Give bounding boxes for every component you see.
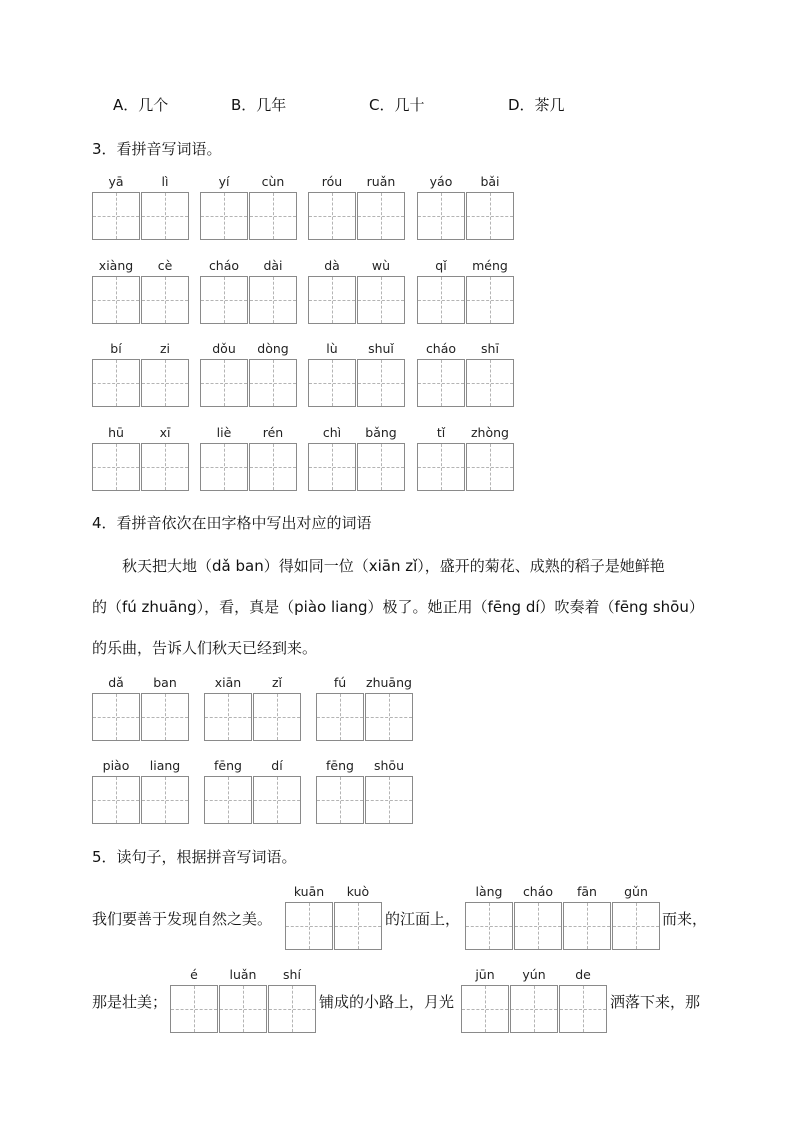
tianzige-cell[interactable] — [417, 276, 465, 324]
tianzige-cell[interactable] — [466, 192, 514, 240]
pinyin-label: hū — [108, 425, 124, 440]
pinyin-label: ruǎn — [366, 174, 396, 189]
tianzige-cell[interactable] — [268, 985, 316, 1033]
pinyin-label: tǐ — [436, 425, 446, 440]
q4-paragraph-line-3: 的乐曲，告诉人们秋天已经到来。 — [92, 639, 318, 657]
tianzige-cell[interactable] — [249, 443, 297, 491]
tianzige-cell[interactable] — [417, 359, 465, 407]
pinyin-label: fān — [577, 884, 597, 899]
tianzige-cell[interactable] — [92, 776, 140, 824]
pinyin-label: cháo — [522, 884, 554, 899]
tianzige-cell[interactable] — [141, 693, 189, 741]
pinyin-label: fú — [333, 675, 347, 690]
option-b: B．几年 — [231, 96, 287, 114]
tianzige-cell[interactable] — [141, 359, 189, 407]
pinyin-label: fēng — [326, 758, 354, 773]
pinyin-label: cùn — [261, 174, 285, 189]
pinyin-label: jūn — [475, 967, 495, 982]
tianzige-cell[interactable] — [200, 276, 248, 324]
tianzige-cell[interactable] — [249, 192, 297, 240]
pinyin-label: shōu — [373, 758, 404, 773]
pinyin-label: fēng — [214, 758, 242, 773]
pinyin-label: bǎng — [365, 425, 397, 440]
pinyin-label: méng — [472, 258, 508, 273]
pinyin-label: dài — [263, 258, 283, 273]
q5-line1-text-2: 的江面上， — [385, 910, 461, 928]
tianzige-cell[interactable] — [461, 985, 509, 1033]
pinyin-label: gǔn — [624, 884, 648, 899]
pinyin-label: dǒu — [212, 341, 236, 356]
tianzige-cell[interactable] — [466, 359, 514, 407]
tianzige-cell[interactable] — [357, 359, 405, 407]
tianzige-cell[interactable] — [612, 902, 660, 950]
q5-line2-text-2: 铺成的小路上，月光 — [319, 993, 455, 1011]
tianzige-cell[interactable] — [365, 776, 413, 824]
tianzige-cell[interactable] — [308, 359, 356, 407]
tianzige-cell[interactable] — [141, 276, 189, 324]
tianzige-cell[interactable] — [334, 902, 382, 950]
pinyin-label: kuò — [346, 884, 370, 899]
q5-line1-text-3: 而来， — [662, 910, 708, 928]
pinyin-label: rén — [262, 425, 284, 440]
pinyin-label: shī — [481, 341, 499, 356]
pinyin-label: yí — [218, 174, 230, 189]
tianzige-cell[interactable] — [563, 902, 611, 950]
pinyin-label: róu — [321, 174, 343, 189]
pinyin-label: kuān — [293, 884, 325, 899]
pinyin-label: xiān — [214, 675, 242, 690]
option-d: D．茶几 — [508, 96, 565, 114]
q5-title: 5．读句子，根据拼音写词语。 — [92, 848, 297, 866]
pinyin-label: bǎi — [480, 174, 500, 189]
pinyin-label: bí — [110, 341, 122, 356]
tianzige-cell[interactable] — [141, 443, 189, 491]
pinyin-label: yáo — [429, 174, 453, 189]
tianzige-cell[interactable] — [219, 985, 267, 1033]
tianzige-cell[interactable] — [141, 776, 189, 824]
tianzige-cell[interactable] — [466, 443, 514, 491]
q3-title: 3．看拼音写词语。 — [92, 140, 222, 158]
tianzige-cell[interactable] — [92, 192, 140, 240]
pinyin-label: shí — [283, 967, 301, 982]
pinyin-label: shuǐ — [368, 341, 394, 356]
tianzige-cell[interactable] — [253, 693, 301, 741]
tianzige-cell[interactable] — [92, 359, 140, 407]
tianzige-cell[interactable] — [92, 693, 140, 741]
pinyin-label: lì — [161, 174, 169, 189]
tianzige-cell[interactable] — [465, 902, 513, 950]
tianzige-cell[interactable] — [204, 776, 252, 824]
q4-paragraph-line-2: 的（fú zhuāng），看，真是（piào liang）极了。她正用（fēng dí）吹奏着（fēng shōu） — [92, 598, 704, 616]
pinyin-label: chì — [322, 425, 342, 440]
q4-title: 4．看拼音依次在田字格中写出对应的词语 — [92, 514, 372, 532]
q5-line1-text-1: 我们要善于发现自然之美。 — [92, 910, 273, 928]
tianzige-cell[interactable] — [417, 443, 465, 491]
pinyin-label: zi — [159, 341, 171, 356]
tianzige-cell[interactable] — [141, 192, 189, 240]
tianzige-cell[interactable] — [357, 276, 405, 324]
tianzige-cell[interactable] — [170, 985, 218, 1033]
pinyin-label: dǎ — [108, 675, 124, 690]
tianzige-cell[interactable] — [316, 693, 364, 741]
tianzige-cell[interactable] — [249, 276, 297, 324]
pinyin-label: yā — [108, 174, 124, 189]
tianzige-cell[interactable] — [285, 902, 333, 950]
tianzige-cell[interactable] — [514, 902, 562, 950]
pinyin-label: dòng — [257, 341, 289, 356]
pinyin-label: làng — [475, 884, 503, 899]
pinyin-label: luǎn — [229, 967, 257, 982]
pinyin-label: zhuāng — [366, 675, 412, 690]
pinyin-label: liè — [216, 425, 232, 440]
tianzige-cell[interactable] — [200, 443, 248, 491]
pinyin-label: lù — [326, 341, 338, 356]
pinyin-label: liang — [149, 758, 181, 773]
tianzige-cell[interactable] — [200, 359, 248, 407]
pinyin-label: yún — [522, 967, 546, 982]
tianzige-cell[interactable] — [365, 693, 413, 741]
tianzige-cell[interactable] — [357, 443, 405, 491]
tianzige-cell[interactable] — [308, 276, 356, 324]
tianzige-cell[interactable] — [316, 776, 364, 824]
tianzige-cell[interactable] — [308, 192, 356, 240]
q5-line2-text-1: 那是壮美； — [92, 993, 168, 1011]
pinyin-label: de — [575, 967, 591, 982]
option-c: C．几十 — [369, 96, 425, 114]
pinyin-label: ban — [153, 675, 177, 690]
tianzige-cell[interactable] — [308, 443, 356, 491]
tianzige-cell[interactable] — [249, 359, 297, 407]
pinyin-label: cháo — [208, 258, 240, 273]
pinyin-label: cháo — [425, 341, 457, 356]
pinyin-label: zhòng — [471, 425, 509, 440]
pinyin-label: dà — [324, 258, 340, 273]
pinyin-label: é — [190, 967, 198, 982]
pinyin-label: piào — [102, 758, 130, 773]
tianzige-cell[interactable] — [200, 192, 248, 240]
tianzige-cell[interactable] — [253, 776, 301, 824]
pinyin-label: dí — [271, 758, 283, 773]
pinyin-label: cè — [157, 258, 173, 273]
tianzige-cell[interactable] — [92, 443, 140, 491]
pinyin-label: xī — [159, 425, 171, 440]
tianzige-cell[interactable] — [466, 276, 514, 324]
q4-paragraph-line-1: 秋天把大地（dǎ ban）得如同一位（xiān zǐ），盛开的菊花、成熟的稻子是她鲜艳 — [122, 557, 665, 575]
pinyin-label: qǐ — [435, 258, 447, 273]
tianzige-cell[interactable] — [92, 276, 140, 324]
pinyin-label: wù — [371, 258, 391, 273]
pinyin-label: xiàng — [98, 258, 134, 273]
q5-line2-text-3: 洒落下来，那 — [610, 993, 701, 1011]
tianzige-cell[interactable] — [559, 985, 607, 1033]
tianzige-cell[interactable] — [417, 192, 465, 240]
tianzige-cell[interactable] — [204, 693, 252, 741]
tianzige-cell[interactable] — [357, 192, 405, 240]
pinyin-label: zǐ — [271, 675, 283, 690]
option-a: A．几个 — [113, 96, 169, 114]
tianzige-cell[interactable] — [510, 985, 558, 1033]
